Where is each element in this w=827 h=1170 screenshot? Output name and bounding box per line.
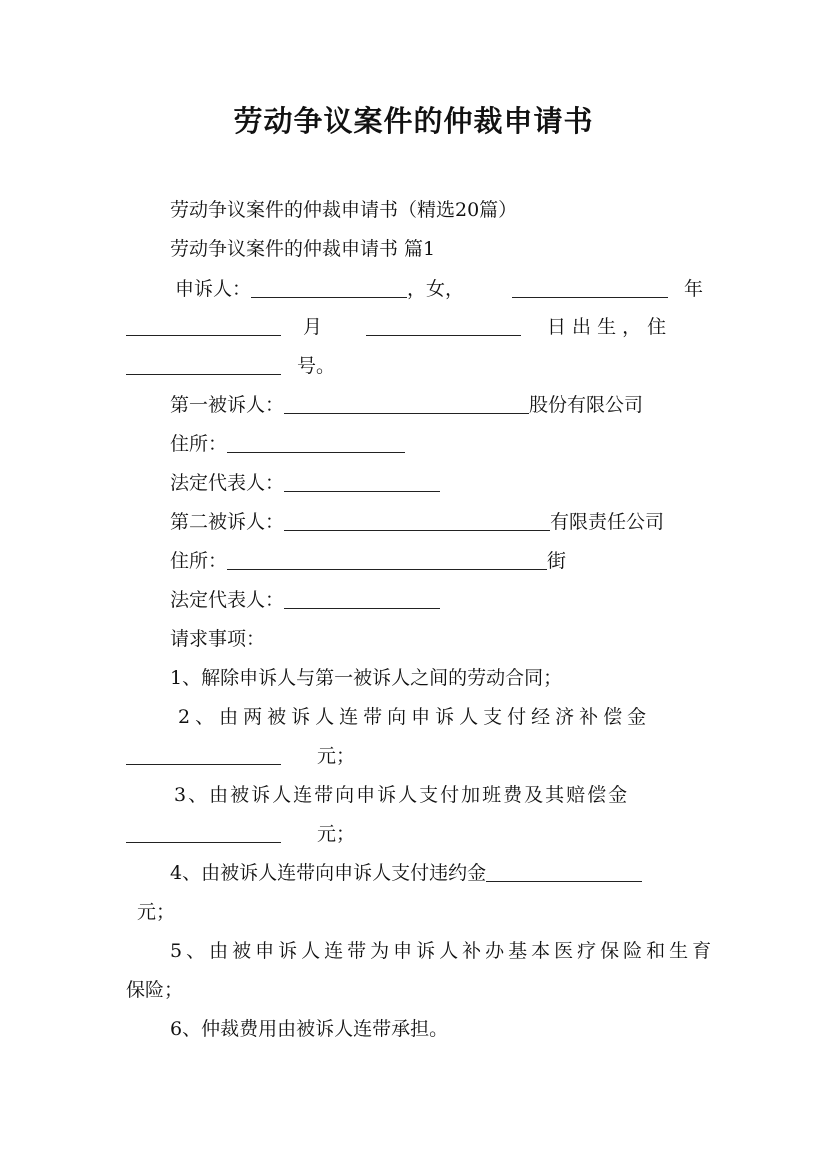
year-label: 年 [684, 278, 704, 300]
claim-2-amount-line [126, 741, 355, 771]
birth-residence-label: 日 出 生 ， 住 [547, 316, 667, 338]
claim-3-amount-line [126, 819, 355, 849]
respondent2-line [170, 507, 664, 537]
applicant-name-blank[interactable] [251, 275, 407, 298]
birth-year-blank[interactable] [512, 275, 668, 298]
claim-3-yuan: 元； [317, 823, 356, 845]
applicant-gender: ，女， [407, 278, 465, 300]
claim-5-continued: 保险； [126, 979, 184, 1001]
subtitle: 劳动争议案件的仲裁申请书（精选20篇） [170, 199, 518, 221]
respondent1-address-blank[interactable] [227, 430, 405, 453]
respondent2-rep-label: 法定代表人： [170, 589, 285, 611]
applicant-address-line [126, 351, 335, 381]
birth-month-blank[interactable] [126, 313, 281, 336]
respondent1-address-line [170, 429, 405, 459]
respondent2-address-blank[interactable] [227, 547, 547, 570]
respondent1-address-label: 住所： [170, 433, 228, 455]
section-heading: 劳动争议案件的仲裁申请书 篇1 [170, 238, 436, 260]
respondent2-label: 第二被诉人： [170, 511, 285, 533]
claim-5: 5、由被申诉人连带为申诉人补办基本医疗保险和生育 [170, 940, 716, 962]
respondent1-name-blank[interactable] [284, 391, 529, 414]
claims-heading: 请求事项： [170, 628, 266, 650]
respondent2-rep-blank[interactable] [284, 586, 440, 609]
respondent1-line [170, 390, 643, 420]
claim-3-amount-blank[interactable] [126, 820, 281, 843]
claim-4-amount-blank[interactable] [486, 859, 642, 882]
claim-1: 1、解除申诉人与第一被诉人之间的劳动合同； [170, 667, 563, 689]
respondent1-suffix: 股份有限公司 [529, 394, 644, 416]
respondent1-rep-blank[interactable] [284, 469, 440, 492]
respondent2-name-blank[interactable] [284, 508, 550, 531]
respondent2-address-label: 住所： [170, 550, 228, 572]
month-label: 月 [303, 316, 323, 338]
claim-4-yuan: 元； [137, 901, 176, 923]
claim-2-amount-blank[interactable] [126, 742, 281, 765]
claim-6: 6、仲裁费用由被诉人连带承担。 [170, 1018, 449, 1040]
claim-3: 3、由被诉人连带向申诉人支付加班费及其赔偿金 [174, 784, 630, 806]
respondent2-suffix: 有限责任公司 [550, 511, 665, 533]
claim-4-line [170, 858, 642, 888]
respondent1-label: 第一被诉人： [170, 394, 285, 416]
applicant-birth-line [126, 312, 702, 342]
claim-4: 4、由被诉人连带向申诉人支付违约金 [170, 862, 487, 884]
address-number-blank[interactable] [126, 352, 281, 375]
applicant-label: 申诉人： [175, 278, 252, 300]
respondent2-rep-line [170, 585, 440, 615]
document-title: 劳动争议案件的仲裁申请书 [233, 104, 594, 138]
claim-2-yuan: 元； [317, 745, 356, 767]
respondent1-rep-label: 法定代表人： [170, 472, 285, 494]
claim-2: 2、由两被诉人连带向申诉人支付经济补偿金 [178, 706, 652, 728]
respondent1-rep-line [170, 468, 440, 498]
birth-day-blank[interactable] [366, 313, 521, 336]
number-label: 号。 [297, 355, 336, 377]
applicant-line [175, 274, 702, 304]
respondent2-address-suffix: 街 [547, 550, 567, 572]
respondent2-address-line [170, 546, 566, 576]
